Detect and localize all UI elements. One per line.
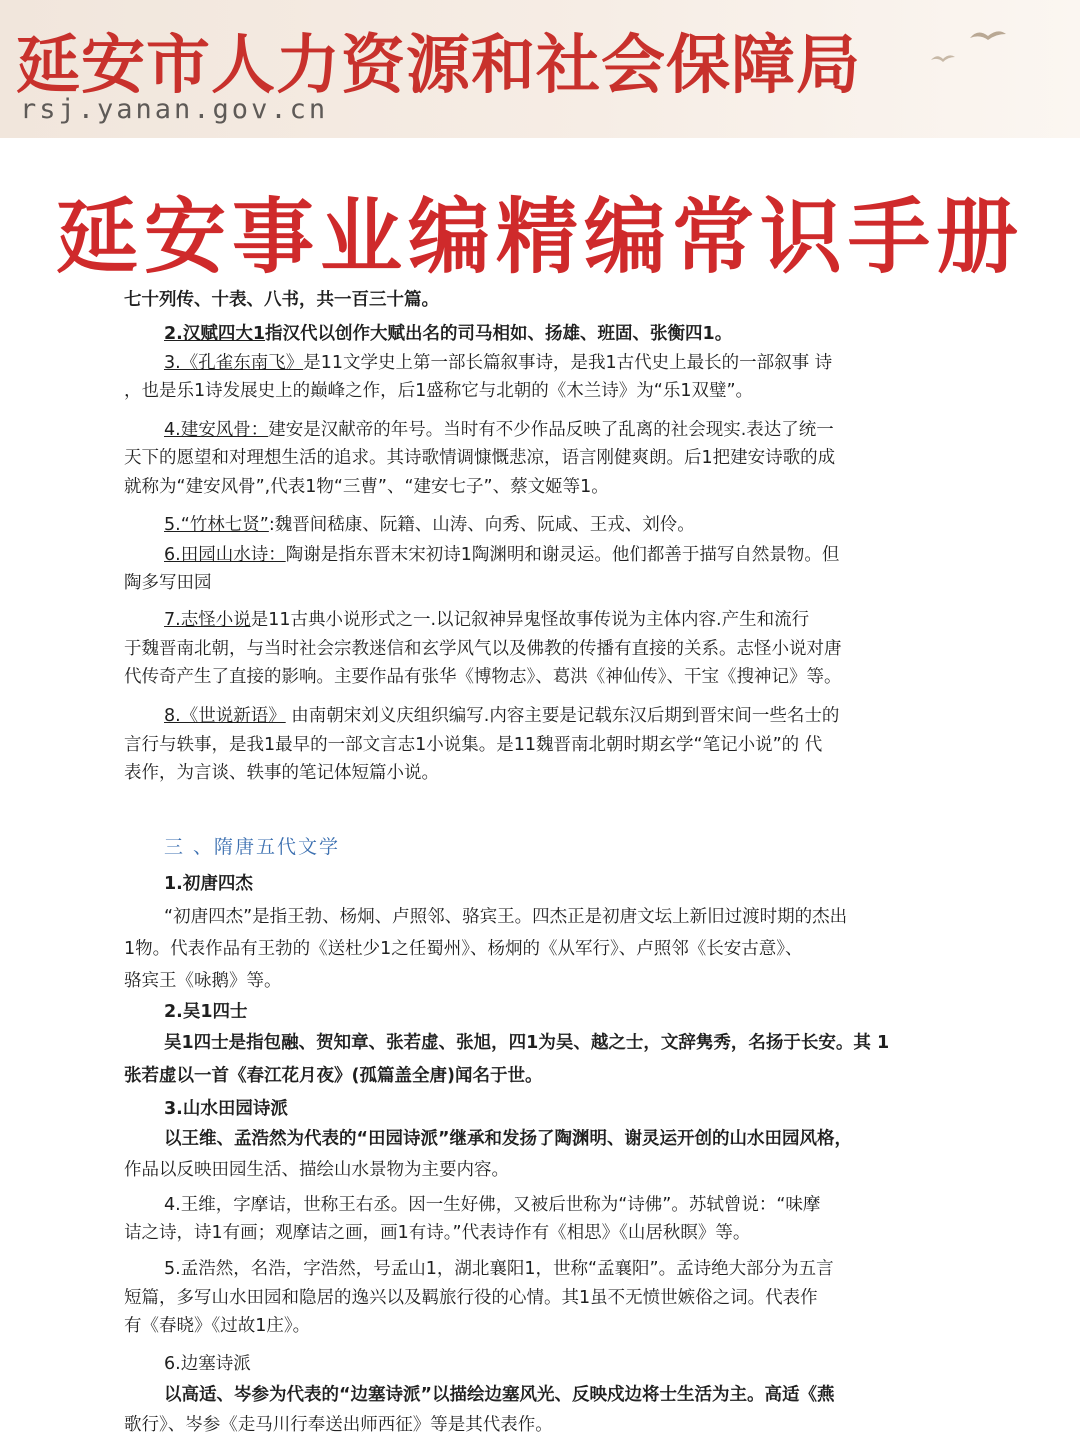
intro-line: 七十列传、十表、八书，共一百三十篇。 [124, 290, 439, 310]
item-8: 8.《世说新语》 由南朝宋刘义庆组织编写.内容主要是记载东汉后期到晋宋间一些名士的 [164, 706, 840, 726]
subsection-line: 有《春晓》《过故1庄》。 [124, 1316, 311, 1336]
item-5: 5.“竹林七贤”:魏晋间嵇康、阮籍、山涛、向秀、阮咸、王戎、刘伶。 [164, 515, 695, 535]
item-3-line: ，也是乐1诗发展史上的巅峰之作，后1盛称它与北朝的《木兰诗》为“乐1双璧”。 [124, 381, 754, 401]
item-8-line: 表作，为言谈、轶事的笔记体短篇小说。 [124, 763, 439, 783]
section-heading: 三 、隋唐五代文学 [164, 836, 341, 858]
item-7: 7.志怪小说是11古典小说形式之一.以记叙神异鬼怪故事传说为主体内容.产生和流行 [164, 610, 810, 630]
subsection-line: 吴1四士是指包融、贺知章、张若虚、张旭，四1为吴、越之士，文辞隽秀，名扬于长安。其 1 [164, 1033, 890, 1053]
site-url[interactable]: rsj.yanan.gov.cn [20, 94, 329, 125]
item-4: 4.建安风骨：建安是汉献帝的年号。当时有不少作品反映了乱离的社会现实.表达了统一 [164, 420, 834, 440]
item-heading: 6.田园山水诗： [164, 545, 286, 565]
item-heading: 5.“竹林七贤” [164, 515, 269, 535]
item-2: 2.汉赋四大1指汉代以创作大赋出名的司马相如、扬雄、班固、张衡四1。 [164, 324, 733, 344]
subsection-heading: 1.初唐四杰 [164, 874, 253, 894]
subsection-heading: 6.边塞诗派 [164, 1354, 251, 1374]
subsection-line: 作品以反映田园生活、描绘山水景物为主要内容。 [124, 1160, 509, 1180]
subsection-line: 张若虚以一首《春江花月夜》(孤篇盖全唐)闻名于世。 [124, 1066, 543, 1086]
subsection-heading: 3.山水田园诗派 [164, 1099, 288, 1119]
subsection-heading: 2.吴1四士 [164, 1002, 248, 1022]
item-7-line: 代传奇产生了直接的影响。主要作品有张华《博物志》、葛洪《神仙传》、干宝《搜神记》等。 [124, 667, 842, 687]
item-heading: 8.《世说新语》 [164, 706, 286, 726]
item-heading: 7.志怪小说 [164, 610, 251, 630]
subsection-line: 歌行》、岑参《走马川行奉送出师西征》等是其代表作。 [124, 1415, 553, 1435]
subsection-line: 骆宾王《咏鹅》等。 [124, 971, 282, 991]
item-7-line: 于魏晋南北朝，与当时社会宗教迷信和玄学风气以及佛教的传播有直接的关系。志怪小说对唐 [124, 639, 842, 659]
item-6-line: 陶多写田园 [124, 573, 212, 593]
subsection-line: 以王维、孟浩然为代表的“田园诗派”继承和发扬了陶渊明、谢灵运开创的山水田园风格， [164, 1129, 852, 1149]
item-4-line: 就称为“建安风骨”,代表1物“三曹”、“建安七子”、蔡文姬等1。 [124, 477, 609, 497]
subsection-line: 4.王维，字摩诘，世称王右丞。因一生好佛，又被后世称为“诗佛”。苏轼曾说：“味摩 [164, 1195, 821, 1215]
subsection-line: 以高适、岑参为代表的“边塞诗派”以描绘边塞风光、反映戍边将士生活为主。高适《燕 [164, 1385, 835, 1405]
subsection-line: 1物。代表作品有王勃的《送杜少1之任蜀州》、杨炯的《从军行》、卢照邻《长安古意》、 [124, 939, 803, 959]
item-3: 3.《孔雀东南飞》是11文学史上第一部长篇叙事诗，是我1古代史上最长的一部叙事 诗 [164, 353, 833, 373]
item-4-line: 天下的愿望和对理想生活的追求。其诗歌情调慷慨悲凉，语言刚健爽朗。后1把建安诗歌的成 [124, 448, 836, 468]
item-6: 6.田园山水诗：陶谢是指东晋末宋初诗1陶渊明和谢灵运。他们都善于描写自然景物。但 [164, 545, 840, 565]
item-heading: 3.《孔雀东南飞》 [164, 353, 304, 373]
subsection-line: 短篇，多写山水田园和隐居的逸兴以及羁旅行役的心情。其1虽不无愤世嫉俗之词。代表作 [124, 1288, 818, 1308]
subsection-line: 5.孟浩然，名浩，字浩然，号孟山1，湖北襄阳1，世称“孟襄阳”。孟诗绝大部分为五言 [164, 1259, 834, 1279]
subsection-line: “初唐四杰”是指王勃、杨炯、卢照邻、骆宾王。四杰正是初唐文坛上新旧过渡时期的杰出 [164, 907, 848, 927]
document-title: 延安事业编精编常识手册 [55, 190, 1024, 285]
item-heading: 2.汉赋四大1 [164, 324, 266, 344]
subsection-line: 诘之诗，诗1有画；观摩诘之画，画1有诗。”代表诗作有《相思》《山居秋瞑》等。 [124, 1223, 751, 1243]
org-name: 延安市人力资源和社会保障局 [16, 29, 861, 103]
item-8-line: 言行与轶事，是我1最早的一部文言志1小说集。是11魏晋南北朝时期玄学“笔记小说”的 代 [124, 735, 823, 755]
item-heading: 4.建安风骨： [164, 420, 269, 440]
